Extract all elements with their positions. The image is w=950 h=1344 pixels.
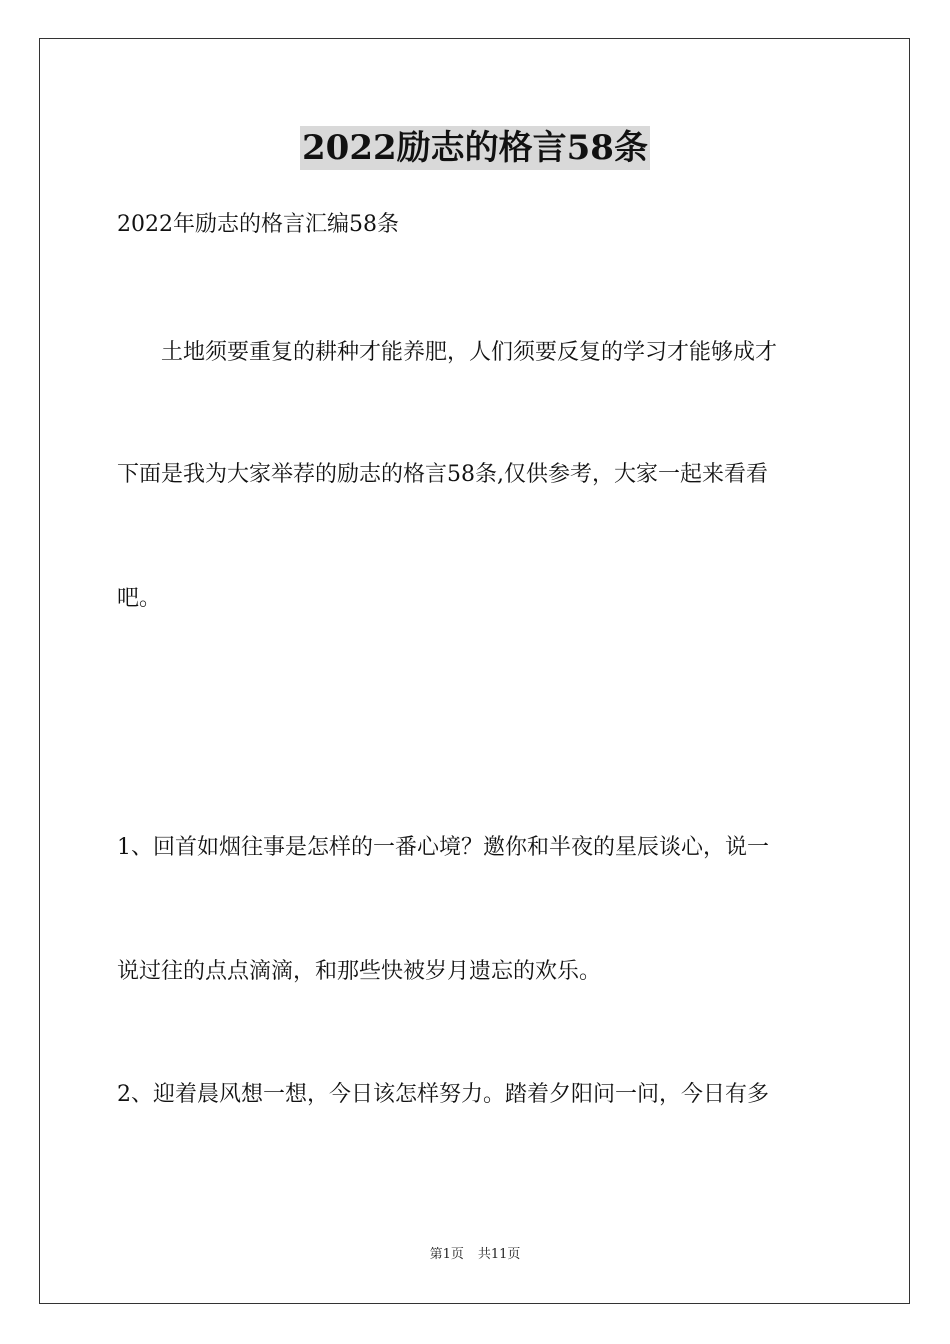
page-number: 第1页	[429, 1247, 464, 1262]
title-container	[0, 126, 950, 170]
paragraph-line: 2、迎着晨风想一想，今日该怎样努力。踏着夕阳问一问，今日有多	[117, 1082, 769, 1107]
page-total: 共11页	[477, 1247, 521, 1262]
paragraph-line: 吧。	[117, 586, 162, 611]
page-footer	[0, 1246, 950, 1264]
paragraph-line: 说过往的点点滴滴，和那些快被岁月遗忘的欢乐。	[117, 959, 602, 984]
document-title: 2022励志的格言58条	[302, 128, 648, 168]
paragraph-line: 1、回首如烟往事是怎样的一番心境？邀你和半夜的星辰谈心，说一	[117, 835, 769, 860]
document-subtitle: 2022年励志的格言汇编58条	[117, 212, 399, 237]
paragraph-line: 土地须要重复的耕种才能养肥，人们须要反复的学习才能够成才	[161, 340, 778, 365]
paragraph-line: 下面是我为大家举荐的励志的格言58条,仅供参考，大家一起来看看	[117, 462, 768, 487]
